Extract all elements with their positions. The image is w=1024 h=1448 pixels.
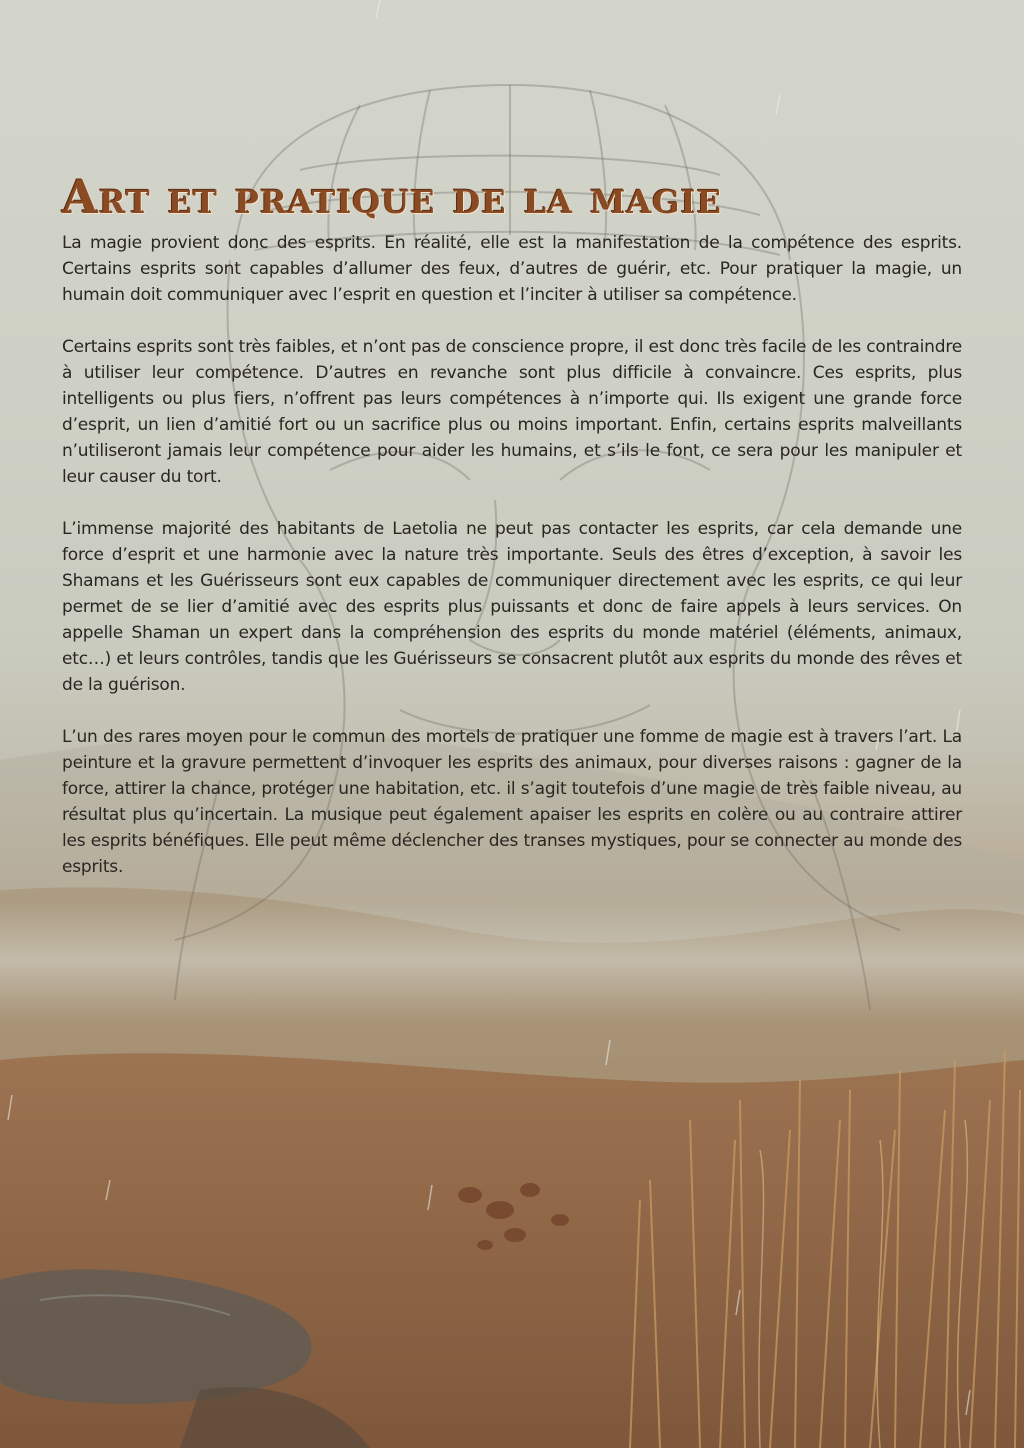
page-title: Art et pratique de la magie [62, 170, 722, 224]
paragraph: L’un des rares moyen pour le commun des mortels de pratiquer une fomme de magie est à travers l’art. La peinture et la gravure permettent d’invoquer les esprits des animaux, pour diverses raisons : gagner de la force, attirer la chance, protéger une habitation, etc. il s’agit toutefois d’une magie de très faible niveau, au résultat plus qu’incertain. La musique peut également apaiser les esprits en colère ou au contraire attirer les esprits bénéfiques. Elle peut même déclencher des transes mystiques, pour se connecter au monde des esprits. [62, 727, 962, 877]
paragraph: La magie provient donc des esprits. En réalité, elle est la manifestation de la compétence des esprits. Certains esprits sont capables d’allumer des feux, d’autres de guérir, etc. Pour pratiquer la magie, un humain doit communiquer avec l’esprit en question et l’inciter à utiliser sa compétence. [62, 233, 962, 305]
paragraph: Certains esprits sont très faibles, et n’ont pas de conscience propre, il est donc très facile de les contraindre à utiliser leur compétence. D’autres en revanche sont plus difficile à convaincre. Ces esprits, plus intelligents ou plus fiers, n’offrent pas leurs compétences à n’importe qui. Ils exigent une grande force d’esprit, un lien d’amitié fort ou un sacrifice plus ou moins important. Enfin, certains esprits malveillants n’utiliseront jamais leur compétence pour aider les humains, et s’ils le font, ce sera pour les manipuler et leur causer du tort. [62, 337, 962, 487]
body-text [62, 230, 962, 906]
paragraph: L’immense majorité des habitants de Laetolia ne peut pas contacter les esprits, car cela demande une force d’esprit et une harmonie avec la nature très importante. Seuls des êtres d’exception, à savoir les Shamans et les Guérisseurs sont eux capables de communiquer directement avec les esprits, ce qui leur permet de se lier d’amitié avec des esprits plus puissants et donc de faire appels à leurs services. On appelle Shaman un expert dans la compréhension des esprits du monde matériel (éléments, animaux, etc…) et leurs contrôles, tandis que les Guérisseurs se consacrent plutôt aux esprits du monde des rêves et de la guérison. [62, 519, 962, 695]
